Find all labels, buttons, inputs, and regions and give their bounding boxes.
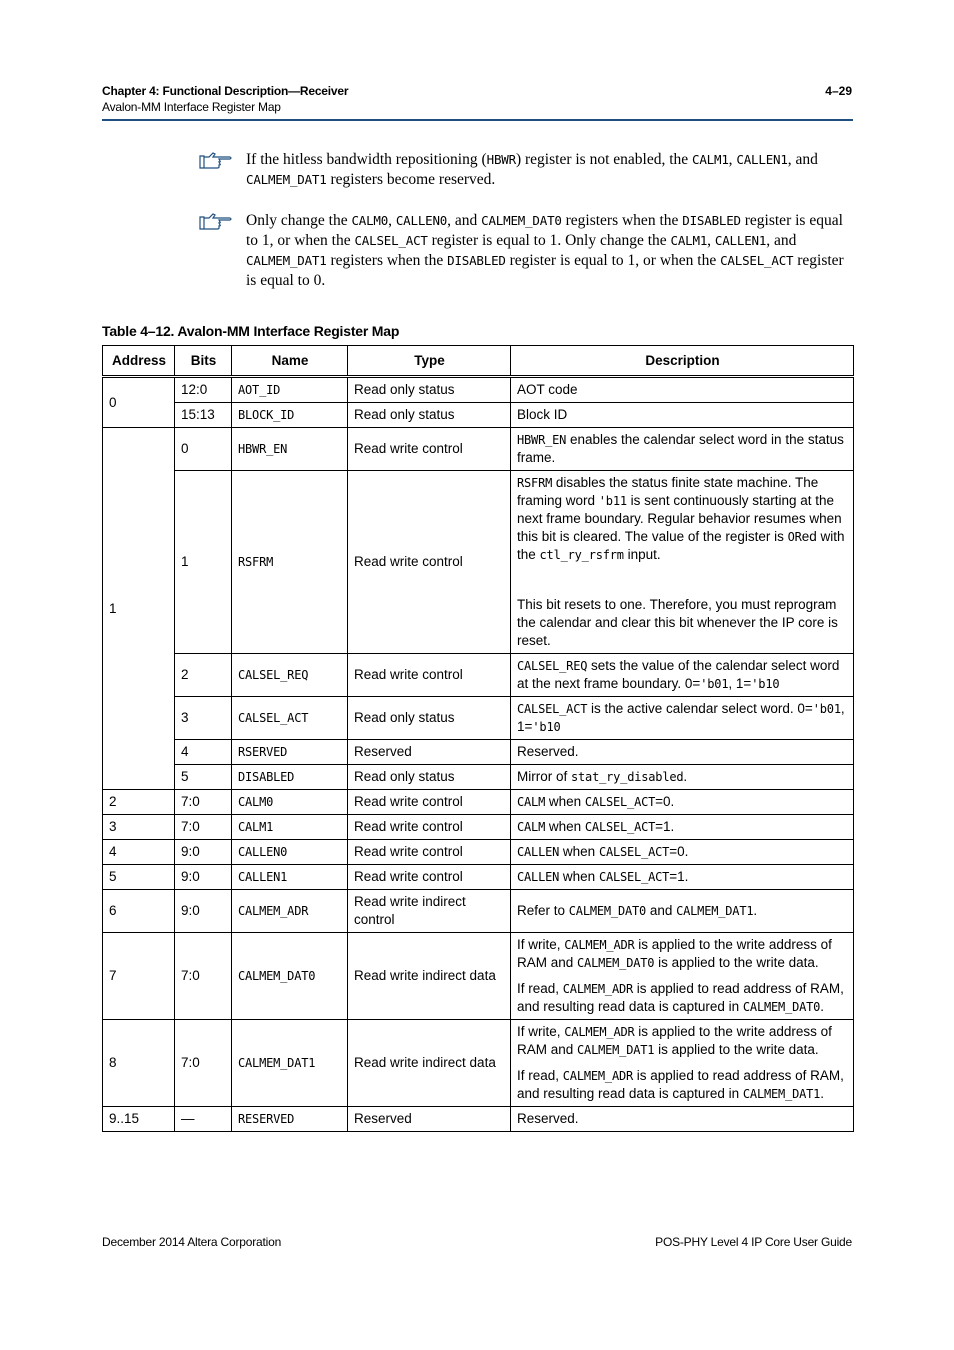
register-name: RESERVED <box>238 1112 295 1126</box>
table-row <box>103 865 854 890</box>
code-text: OR <box>787 530 802 544</box>
text: . <box>820 1086 824 1101</box>
table-row <box>103 840 854 865</box>
name-cell <box>232 890 348 933</box>
register-name: CALSEL_REQ <box>238 668 309 682</box>
code-text: CALMEM_ADR <box>564 938 635 952</box>
code-text: CALSEL_ACT <box>584 795 656 809</box>
text: is applied to the write address of RAM and <box>517 1024 832 1057</box>
description-paragraph <box>517 475 844 562</box>
address-cell: 7 <box>103 933 175 1020</box>
register-map-table <box>102 345 854 1132</box>
code-text: CALMEM_DAT0 <box>742 1000 821 1014</box>
type-cell: Reserved <box>348 740 511 765</box>
name-cell <box>232 933 348 1020</box>
code-text: CALSEL_ACT <box>598 870 670 884</box>
type-cell: Read write control <box>348 815 511 840</box>
table-row <box>103 1107 854 1132</box>
description-cell <box>511 377 854 403</box>
text: is applied to read address of RAM, and resulting read data is captured in <box>517 981 844 1014</box>
code-text: CALSEL_ACT <box>720 253 794 268</box>
type-cell: Read write control <box>348 865 511 890</box>
text: If write, <box>517 937 565 952</box>
code-text: CALLEN <box>517 870 560 884</box>
column-header: Type <box>348 346 511 377</box>
code-text: CALMEM_DAT1 <box>246 253 327 268</box>
name-cell <box>232 403 348 428</box>
type-cell: Read only status <box>348 697 511 740</box>
text: is applied to the write data. <box>654 955 819 970</box>
bits-cell: 3 <box>175 697 232 740</box>
code-text: HBWR <box>486 152 516 167</box>
bits-cell: 9:0 <box>175 865 232 890</box>
text: enables the calendar select word in the status frame. <box>517 432 844 465</box>
description-cell <box>511 1020 854 1107</box>
text: is applied to the write data. <box>654 1042 819 1057</box>
register-name: CALMEM_DAT0 <box>238 969 316 983</box>
name-cell <box>232 740 348 765</box>
description-cell <box>511 865 854 890</box>
code-text: CALM1 <box>670 233 708 248</box>
code-text: CALMEM_DAT0 <box>577 956 655 970</box>
table-row <box>103 1020 854 1107</box>
name-cell <box>232 428 348 471</box>
text: =1. <box>669 869 689 884</box>
text: Only change the <box>246 212 352 229</box>
description-paragraph <box>517 382 578 397</box>
text: If write, <box>517 1024 565 1039</box>
name-cell <box>232 765 348 790</box>
text: when <box>559 869 599 884</box>
pointing-hand-icon <box>199 213 233 231</box>
text: =0. <box>669 844 689 859</box>
description-cell <box>511 654 854 697</box>
text: register is equal to 1. Only change the <box>427 232 671 249</box>
footer-date-company: December 2014 Altera Corporation <box>102 1235 282 1249</box>
description-paragraph <box>517 794 674 809</box>
column-header: Bits <box>175 346 232 377</box>
bits-cell: 0 <box>175 428 232 471</box>
text: and <box>646 903 677 918</box>
code-text: CALSEL_ACT <box>598 845 670 859</box>
text: , and <box>766 232 797 249</box>
table-row <box>103 403 854 428</box>
text: . <box>683 769 688 784</box>
name-cell <box>232 815 348 840</box>
text: , <box>707 232 715 249</box>
address-cell: 5 <box>103 865 175 890</box>
description-cell <box>511 840 854 865</box>
column-header: Address <box>103 346 175 377</box>
name-cell <box>232 377 348 403</box>
register-name: RSERVED <box>238 745 288 759</box>
table-row <box>103 697 854 740</box>
bits-cell: 1 <box>175 471 232 654</box>
register-name: BLOCK_ID <box>238 408 295 422</box>
register-name: RSFRM <box>238 555 274 569</box>
table-row <box>103 740 854 765</box>
address-cell: 4 <box>103 840 175 865</box>
text: registers become reserved. <box>326 171 496 188</box>
code-text: CALM <box>517 795 546 809</box>
register-name: HBWR_EN <box>238 442 288 456</box>
text: ) register is not enabled, the <box>515 151 693 168</box>
register-name: CALM0 <box>238 795 274 809</box>
name-cell <box>232 471 348 654</box>
table-row <box>103 815 854 840</box>
text: Reserved. <box>517 1111 579 1126</box>
code-text: 'b10 <box>751 677 780 691</box>
text: AOT code <box>517 382 578 397</box>
description-paragraph <box>517 869 688 884</box>
description-cell <box>511 697 854 740</box>
text: This bit resets to one. Therefore, you must reprogram the calendar and clear this bit whenever the IP core is reset. <box>517 597 838 648</box>
code-text: CALMEM_ADR <box>562 982 634 996</box>
column-header: Description <box>511 346 854 377</box>
code-text: ctl_ry_rsfrm <box>539 548 624 562</box>
code-text: CALLEN0 <box>395 213 448 228</box>
bits-cell: 9:0 <box>175 890 232 933</box>
description-cell <box>511 1107 854 1132</box>
section-title: Avalon-MM Interface Register Map <box>102 100 281 114</box>
register-name: CALM1 <box>238 820 274 834</box>
table-row <box>103 790 854 815</box>
text: If the hitless bandwidth repositioning ( <box>246 151 487 168</box>
description-paragraph <box>517 432 844 465</box>
table-row <box>103 765 854 790</box>
description-paragraph <box>517 1111 579 1126</box>
type-cell: Read write control <box>348 428 511 471</box>
text: =0. <box>655 794 675 809</box>
description-cell <box>511 471 854 654</box>
code-text: CALM <box>517 820 546 834</box>
text: , and <box>787 151 818 168</box>
code-text: CALMEM_DAT0 <box>568 904 647 918</box>
description-paragraph <box>517 407 567 422</box>
type-cell: Read write indirect data <box>348 1020 511 1107</box>
description-cell <box>511 933 854 1020</box>
address-cell: 0 <box>103 377 175 428</box>
code-text: 'b11 <box>598 494 627 508</box>
code-text: CALMEM_DAT1 <box>577 1043 655 1057</box>
name-cell <box>232 840 348 865</box>
code-text: CALMEM_DAT1 <box>246 172 327 187</box>
description-cell <box>511 740 854 765</box>
text: is sent continuously starting at the next frame boundary. Regular behavior resumes when this bit is cleared. The value of the register is <box>517 493 842 544</box>
description-paragraph <box>517 701 845 734</box>
table-row <box>103 471 854 654</box>
column-header: Name <box>232 346 348 377</box>
code-text: CALLEN1 <box>736 152 788 167</box>
name-cell <box>232 790 348 815</box>
description-paragraph <box>517 744 579 759</box>
code-text: DISABLED <box>682 213 741 228</box>
bits-cell: 4 <box>175 740 232 765</box>
pointing-hand-icon <box>199 152 233 170</box>
description-cell <box>511 815 854 840</box>
address-cell: 1 <box>103 428 175 790</box>
code-text: CALSEL_ACT <box>354 233 428 248</box>
text: register is equal to 1, or when the <box>246 212 843 249</box>
table-row <box>103 890 854 933</box>
text: disables the status finite state machine. The framing word <box>517 475 819 508</box>
type-cell: Read only status <box>348 765 511 790</box>
code-text: RSFRM <box>517 476 553 490</box>
description-cell <box>511 428 854 471</box>
register-name: CALLEN1 <box>238 870 288 884</box>
name-cell <box>232 1020 348 1107</box>
text: is applied to the write address of RAM and <box>517 937 832 970</box>
text: . <box>820 999 824 1014</box>
table-caption: Table 4–12. Avalon-MM Interface Register Map <box>102 323 400 339</box>
type-cell: Read write control <box>348 471 511 654</box>
code-text: CALSEL_REQ <box>517 659 588 673</box>
text: ed with the <box>517 529 845 562</box>
bits-cell: 12:0 <box>175 377 232 403</box>
code-text: 'b10 <box>532 720 561 734</box>
text: Mirror of <box>517 769 571 784</box>
note-paragraph <box>246 211 856 291</box>
footer-guide-title: POS-PHY Level 4 IP Core User Guide <box>655 1235 852 1249</box>
name-cell <box>232 865 348 890</box>
type-cell: Reserved <box>348 1107 511 1132</box>
register-name: CALMEM_DAT1 <box>238 1056 316 1070</box>
description-cell <box>511 765 854 790</box>
bits-cell: — <box>175 1107 232 1132</box>
description-paragraph <box>517 658 839 691</box>
text: If read, <box>517 1068 563 1083</box>
description-paragraph <box>517 819 674 834</box>
text: is applied to read address of RAM, and resulting read data is captured in <box>517 1068 844 1101</box>
text: registers when the <box>561 212 683 229</box>
bits-cell: 5 <box>175 765 232 790</box>
chapter-title: Chapter 4: Functional Description—Receiver <box>102 84 349 98</box>
text: , <box>388 212 396 229</box>
type-cell: Read only status <box>348 377 511 403</box>
description-paragraph <box>517 596 848 650</box>
text: when <box>545 794 585 809</box>
note-paragraph <box>246 150 856 190</box>
table-row <box>103 933 854 1020</box>
code-text: CALLEN1 <box>714 233 767 248</box>
address-cell: 8 <box>103 1020 175 1107</box>
code-text: 'b01 <box>700 677 729 691</box>
text: , <box>728 151 737 168</box>
code-text: CALSEL_ACT <box>584 820 656 834</box>
description-paragraph <box>517 844 688 859</box>
code-text: CALMEM_ADR <box>564 1025 635 1039</box>
name-cell <box>232 697 348 740</box>
bits-cell: 7:0 <box>175 1020 232 1107</box>
register-name: AOT_ID <box>238 383 281 397</box>
type-cell: Read only status <box>348 403 511 428</box>
bits-cell: 7:0 <box>175 790 232 815</box>
text: . <box>753 903 758 918</box>
type-cell: Read write indirect control <box>348 890 511 933</box>
description-cell <box>511 790 854 815</box>
register-name: CALMEM_ADR <box>238 904 309 918</box>
text: , 1= <box>517 701 845 734</box>
text: registers when the <box>326 252 448 269</box>
code-text: CALLEN <box>517 845 560 859</box>
text: sets the value of the calendar select word at the next frame boundary. 0= <box>517 658 840 691</box>
table-body <box>103 377 854 1132</box>
name-cell <box>232 1107 348 1132</box>
bits-cell: 15:13 <box>175 403 232 428</box>
text: Block ID <box>517 407 568 422</box>
page-number: 4–29 <box>825 84 852 98</box>
description-paragraph <box>517 769 687 784</box>
code-text: DISABLED <box>447 253 506 268</box>
type-cell: Read write control <box>348 654 511 697</box>
code-text: CALM1 <box>692 152 729 167</box>
text: , and <box>447 212 482 229</box>
code-text: CALM0 <box>351 213 389 228</box>
code-text: 'b01 <box>812 702 841 716</box>
text: is the active calendar select word. 0= <box>587 701 813 716</box>
bits-cell: 7:0 <box>175 815 232 840</box>
description-paragraph <box>517 937 832 970</box>
table-row <box>103 428 854 471</box>
code-text: CALSEL_ACT <box>517 702 588 716</box>
text: register is equal to 0. <box>246 252 844 289</box>
code-text: stat_ry_disabled <box>571 770 684 784</box>
code-text: HBWR_EN <box>517 433 567 447</box>
code-text: CALMEM_ADR <box>562 1069 634 1083</box>
name-cell <box>232 654 348 697</box>
description-paragraph <box>517 980 848 1016</box>
register-name: DISABLED <box>238 770 295 784</box>
text: when <box>545 819 585 834</box>
text: Refer to <box>517 903 569 918</box>
bits-cell: 7:0 <box>175 933 232 1020</box>
text: , 1= <box>728 676 752 691</box>
bits-cell: 9:0 <box>175 840 232 865</box>
text: =1. <box>655 819 675 834</box>
address-cell: 3 <box>103 815 175 840</box>
text: input. <box>623 547 661 562</box>
code-text: CALMEM_DAT1 <box>742 1087 821 1101</box>
description-cell <box>511 890 854 933</box>
code-text: CALMEM_DAT0 <box>481 213 562 228</box>
address-cell: 9..15 <box>103 1107 175 1132</box>
address-cell: 6 <box>103 890 175 933</box>
address-cell: 2 <box>103 790 175 815</box>
type-cell: Read write indirect data <box>348 933 511 1020</box>
text: Reserved. <box>517 744 579 759</box>
text: If read, <box>517 981 563 996</box>
register-name: CALSEL_ACT <box>238 711 309 725</box>
table-header-row <box>103 346 854 377</box>
type-cell: Read write control <box>348 790 511 815</box>
description-paragraph <box>517 1067 848 1103</box>
bits-cell: 2 <box>175 654 232 697</box>
table-row <box>103 654 854 697</box>
type-cell: Read write control <box>348 840 511 865</box>
register-name: CALLEN0 <box>238 845 288 859</box>
table-row <box>103 377 854 403</box>
code-text: CALMEM_DAT1 <box>676 904 754 918</box>
header-rule <box>102 119 853 121</box>
description-cell <box>511 403 854 428</box>
description-paragraph <box>517 1024 832 1057</box>
text: when <box>559 844 599 859</box>
text: register is equal to 1, or when the <box>505 252 721 269</box>
description-paragraph <box>517 903 757 918</box>
